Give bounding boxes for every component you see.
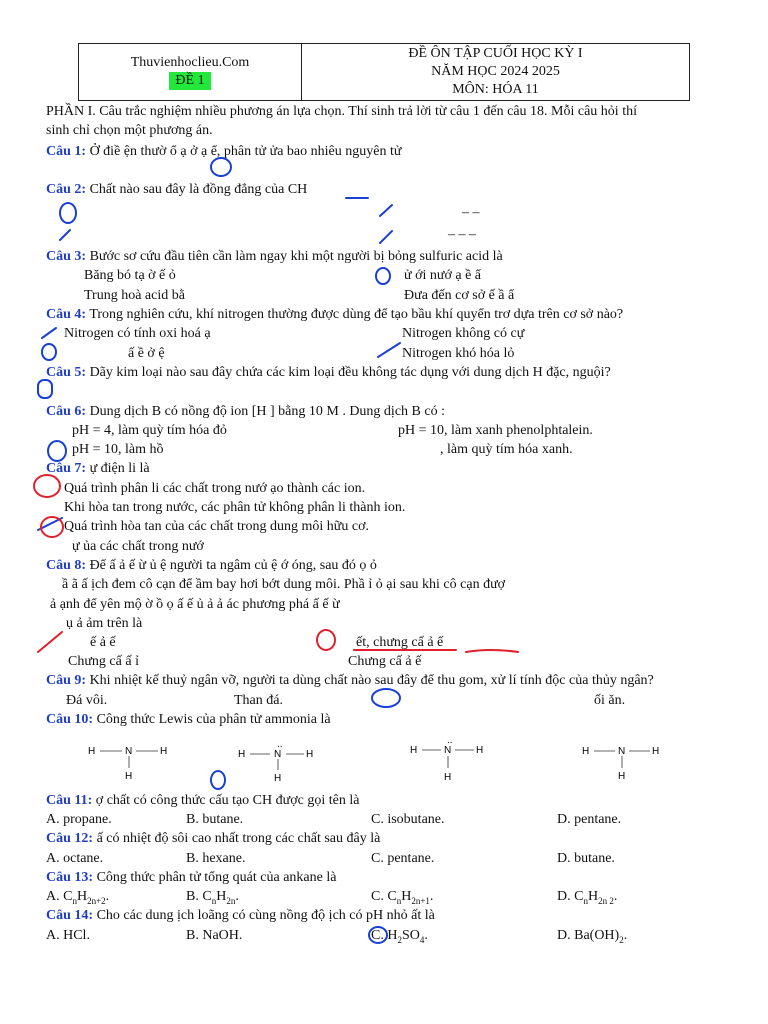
sub: 2 bbox=[397, 934, 402, 945]
atom-h: H bbox=[238, 749, 246, 760]
atom-h: H bbox=[652, 746, 660, 757]
sub-n: n bbox=[583, 895, 588, 906]
option-d: Đưa đến cơ sở ế ầ ẩ bbox=[404, 288, 515, 303]
question-text: Chất nào sau đây là đồng đẳng của CH bbox=[89, 182, 308, 197]
atom-h: H bbox=[160, 746, 168, 757]
formula-end: . bbox=[429, 889, 434, 904]
question-label: Câu 9: bbox=[46, 673, 87, 688]
question-1 bbox=[46, 143, 401, 161]
question-label: Câu 2: bbox=[46, 182, 87, 197]
question-text: Dãy kim loại nào sau đây chứa các kim loại đều không tác dụng với dung dịch H đặc, nguội? bbox=[89, 365, 611, 380]
question-3 bbox=[46, 248, 503, 266]
option-a: A. octane. bbox=[46, 851, 104, 866]
formula-h: H bbox=[216, 889, 227, 904]
question-text: Ở điề ện thườ ổ ạ ở ạ ể, phân tử ửa bao nhiêu nguyên tử bbox=[89, 144, 402, 159]
option-c bbox=[371, 927, 428, 949]
atom-h: H bbox=[476, 745, 484, 756]
option-c: pH = 10, làm hồ bbox=[72, 442, 164, 457]
tick-mark-q2c bbox=[60, 230, 70, 240]
question-label: Câu 1: bbox=[46, 144, 87, 159]
question-text: Trong nghiên cứu, khí nitrogen thường được dùng để tạo bầu khí quyển trơ dựa trên cơ sở nào? bbox=[89, 307, 624, 322]
red-circle-q8 bbox=[317, 630, 335, 650]
question-label: Câu 10: bbox=[46, 712, 94, 727]
option-a: Quá trình phân li các chất trong nướ ạo thành các ion. bbox=[64, 481, 366, 496]
formula-prefix: A. C bbox=[46, 889, 73, 904]
option-d: , làm quỳ tím hóa xanh. bbox=[440, 442, 573, 457]
question-text: ợ chất có công thức cấu tạo CH được gọi tên là bbox=[95, 793, 360, 808]
lewis-structure-c bbox=[410, 740, 494, 789]
atom-n: N bbox=[444, 745, 452, 756]
option-c: ấ ề ở ệ bbox=[128, 346, 165, 361]
option-c: Trung hoà acid bằ bbox=[84, 288, 185, 303]
q8-line4: ụ ả ảm trên là bbox=[66, 616, 143, 631]
question-14 bbox=[46, 907, 435, 925]
red-underline-q8b bbox=[466, 650, 518, 652]
question-text: ấ có nhiệt độ sôi cao nhất trong các chất sau đây là bbox=[96, 831, 381, 846]
question-13 bbox=[46, 869, 336, 887]
option-b: Nitrogen không có cự bbox=[402, 326, 525, 341]
circle-mark-q5 bbox=[38, 380, 52, 398]
sub-n: n bbox=[72, 895, 77, 906]
option-c: C. isobutane. bbox=[371, 812, 445, 827]
option-b: B. butane. bbox=[186, 812, 244, 827]
option-a: A. propane. bbox=[46, 812, 112, 827]
atom-h: H bbox=[88, 746, 96, 757]
question-label: Câu 14: bbox=[46, 908, 94, 923]
circle-mark-q3 bbox=[376, 268, 390, 284]
sub-count: 2n+1 bbox=[411, 895, 430, 906]
lone-pair: .. bbox=[447, 740, 453, 746]
exam-title: ĐỀ ÔN TẬP CUỐI HỌC KỲ I bbox=[408, 46, 583, 61]
question-label: Câu 6: bbox=[46, 404, 87, 419]
question-text: Để ấ ả ế ừ ủ ệ người ta ngâm củ ệ ớ óng, sau đó ọ ỏ bbox=[89, 558, 377, 573]
circle-mark-q4 bbox=[42, 344, 56, 360]
question-text: Công thức phân tử tổng quát của ankane là bbox=[96, 870, 337, 885]
atom-n: N bbox=[274, 749, 282, 760]
option-b: B. hexane. bbox=[186, 851, 246, 866]
formula-end: . bbox=[105, 889, 110, 904]
question-label: Câu 7: bbox=[46, 461, 87, 476]
circle-mark-q2 bbox=[60, 203, 76, 223]
option-d: D. pentane. bbox=[557, 812, 622, 827]
question-label: Câu 11: bbox=[46, 793, 93, 808]
option-a: A. HCl. bbox=[46, 928, 90, 943]
formula-prefix: C. H bbox=[371, 928, 398, 943]
tick-mark-q4a bbox=[42, 328, 56, 338]
question-12 bbox=[46, 830, 380, 848]
formula-end: . bbox=[623, 928, 628, 943]
exam-header bbox=[78, 43, 690, 101]
tick-mark-q2 bbox=[380, 205, 392, 216]
sub-n: n bbox=[211, 895, 217, 906]
formula-end: . bbox=[235, 889, 239, 904]
atom-h: H bbox=[306, 749, 314, 760]
lewis-structure-a bbox=[88, 744, 172, 787]
question-label: Câu 12: bbox=[46, 831, 94, 846]
lewis-b-svg bbox=[238, 742, 322, 786]
question-label: Câu 3: bbox=[46, 249, 87, 264]
circle-mark-q9 bbox=[372, 689, 400, 707]
option-a: pH = 4, làm quỳ tím hóa đỏ bbox=[72, 423, 227, 438]
exam-code-badge: ĐỀ 1 bbox=[169, 72, 210, 90]
q8-line3: ả ạnh để yên mộ ờ ồ ọ ấ ế ủ ả ả ác phương phá ấ ế ừ bbox=[50, 597, 340, 612]
option-a: Băng bó tạ ờ ế ỏ bbox=[84, 268, 176, 283]
formula-prefix: D. Ba(OH) bbox=[557, 928, 620, 943]
option-a: Đá vôi. bbox=[66, 693, 108, 708]
question-4 bbox=[46, 306, 623, 324]
question-6 bbox=[46, 403, 445, 421]
question-label: Câu 13: bbox=[46, 870, 94, 885]
q2-options-row2: – – – bbox=[448, 227, 476, 242]
option-d: ối ăn. bbox=[594, 693, 626, 708]
atom-h: H bbox=[618, 771, 626, 782]
question-8 bbox=[46, 557, 377, 575]
tick-mark-q7 bbox=[38, 518, 62, 530]
lewis-a-svg bbox=[88, 744, 172, 784]
question-text: Dung dịch B có nồng độ ion [H ] bằng 10 M . Dung dịch B có : bbox=[89, 404, 445, 419]
option-a: ế ả ế bbox=[90, 635, 116, 650]
option-c: Chưng cấ ấ ỉ bbox=[68, 654, 139, 669]
option-b: B. NaOH. bbox=[186, 928, 243, 943]
circle-mark-q10 bbox=[211, 771, 225, 789]
question-text: Khi nhiệt kế thuỷ ngân vỡ, người ta dùng chất nào sau đây để thu gom, xử lí tính độc của thủy ngân? bbox=[89, 673, 654, 688]
question-10 bbox=[46, 711, 331, 729]
option-d bbox=[557, 888, 617, 910]
sub-count: 2n bbox=[226, 895, 236, 906]
question-7 bbox=[46, 460, 150, 478]
site-name: Thuvienhoclieu.Com bbox=[130, 55, 250, 70]
atom-h: H bbox=[410, 745, 418, 756]
sub: 2 bbox=[619, 934, 624, 945]
question-text: Cho các dung ịch loãng có cùng nồng độ ịch có pH nhỏ ất là bbox=[96, 908, 435, 923]
sub-count: 2n 2 bbox=[598, 895, 614, 906]
subject: MÔN: HÓA 11 bbox=[452, 82, 539, 97]
question-5 bbox=[46, 364, 611, 382]
option-b: ử ới nướ ạ ề ẩ bbox=[404, 268, 482, 283]
question-text: Bước sơ cứu đầu tiên cần làm ngay khi một người bị bỏng sulfuric acid là bbox=[89, 249, 503, 264]
question-label: Câu 8: bbox=[46, 558, 87, 573]
lewis-structure-d bbox=[582, 744, 666, 787]
option-d: Nitrogen khó hóa lỏ bbox=[402, 346, 515, 361]
option-a: Nitrogen có tính oxi hoá ạ bbox=[64, 326, 211, 341]
option-d bbox=[557, 927, 627, 949]
question-9 bbox=[46, 672, 654, 690]
sub: 4 bbox=[419, 934, 425, 945]
question-label: Câu 5: bbox=[46, 365, 87, 380]
circle-mark-q6 bbox=[48, 441, 66, 461]
red-circle-q7c bbox=[41, 517, 63, 537]
formula-h: H bbox=[76, 889, 88, 904]
q2-options-row1: – – bbox=[462, 205, 480, 220]
q8-line2: ầ ã ấ ịch đem cô cạn để ầm bay hơi bớt dung môi. Phầ ỉ ỏ ại sau khi cô cạn đượ bbox=[62, 577, 506, 592]
atom-h: H bbox=[582, 746, 590, 757]
atom-n: N bbox=[618, 746, 626, 757]
formula-end: . bbox=[613, 889, 618, 904]
tick-mark-q4d bbox=[378, 343, 400, 357]
option-d: ự ủa các chất trong nướ bbox=[72, 539, 204, 554]
formula-prefix: C. C bbox=[371, 889, 397, 904]
sub-n: n bbox=[396, 895, 402, 906]
option-d: D. butane. bbox=[557, 851, 615, 866]
atom-h: H bbox=[444, 772, 452, 783]
formula-mid: SO bbox=[401, 928, 420, 943]
formula-h: H bbox=[401, 889, 412, 904]
sub-count: 2n+2 bbox=[87, 895, 106, 906]
lewis-d-svg bbox=[582, 744, 666, 784]
lewis-c-svg bbox=[410, 740, 494, 786]
question-text: ự điện li là bbox=[89, 461, 150, 476]
lewis-structure-b bbox=[238, 742, 322, 789]
atom-n: N bbox=[125, 746, 133, 757]
option-c: Quá trình hòa tan của các chất trong dung môi hữu cơ. bbox=[64, 519, 370, 534]
option-b: Khi hòa tan trong nước, các phân tử không phân li thành ion. bbox=[64, 500, 406, 515]
red-circle-q7 bbox=[34, 475, 60, 497]
atom-h: H bbox=[274, 773, 282, 784]
formula-end: . bbox=[424, 928, 428, 943]
header-left bbox=[79, 44, 302, 100]
option-c: C. pentane. bbox=[371, 851, 435, 866]
tick-mark-q2b bbox=[380, 231, 392, 243]
option-b: ết, chưng cấ ả ế bbox=[356, 635, 444, 650]
part1-line1: PHẦN I. Câu trắc nghiệm nhiều phương án lựa chọn. Thí sinh trả lời từ câu 1 đến câu 18. Mỗi câu hỏi thí bbox=[46, 104, 637, 119]
formula-h: H bbox=[587, 889, 599, 904]
question-11 bbox=[46, 792, 359, 810]
lone-pair: .. bbox=[277, 742, 283, 750]
question-label: Câu 4: bbox=[46, 307, 87, 322]
school-year: NĂM HỌC 2024 2025 bbox=[431, 64, 560, 79]
option-b: pH = 10, làm xanh phenolphtalein. bbox=[398, 423, 593, 438]
question-2 bbox=[46, 181, 307, 199]
formula-prefix: B. C bbox=[186, 889, 212, 904]
option-d: Chưng cấ ả ế bbox=[348, 654, 422, 669]
question-text: Công thức Lewis của phân tử ammonia là bbox=[96, 712, 331, 727]
part1-line2: sinh chỉ chọn một phương án. bbox=[46, 123, 213, 138]
option-b: Than đá. bbox=[234, 693, 283, 708]
header-right bbox=[302, 44, 689, 100]
atom-h: H bbox=[125, 771, 133, 782]
red-cross-q8 bbox=[38, 632, 62, 652]
formula-prefix: D. C bbox=[557, 889, 584, 904]
